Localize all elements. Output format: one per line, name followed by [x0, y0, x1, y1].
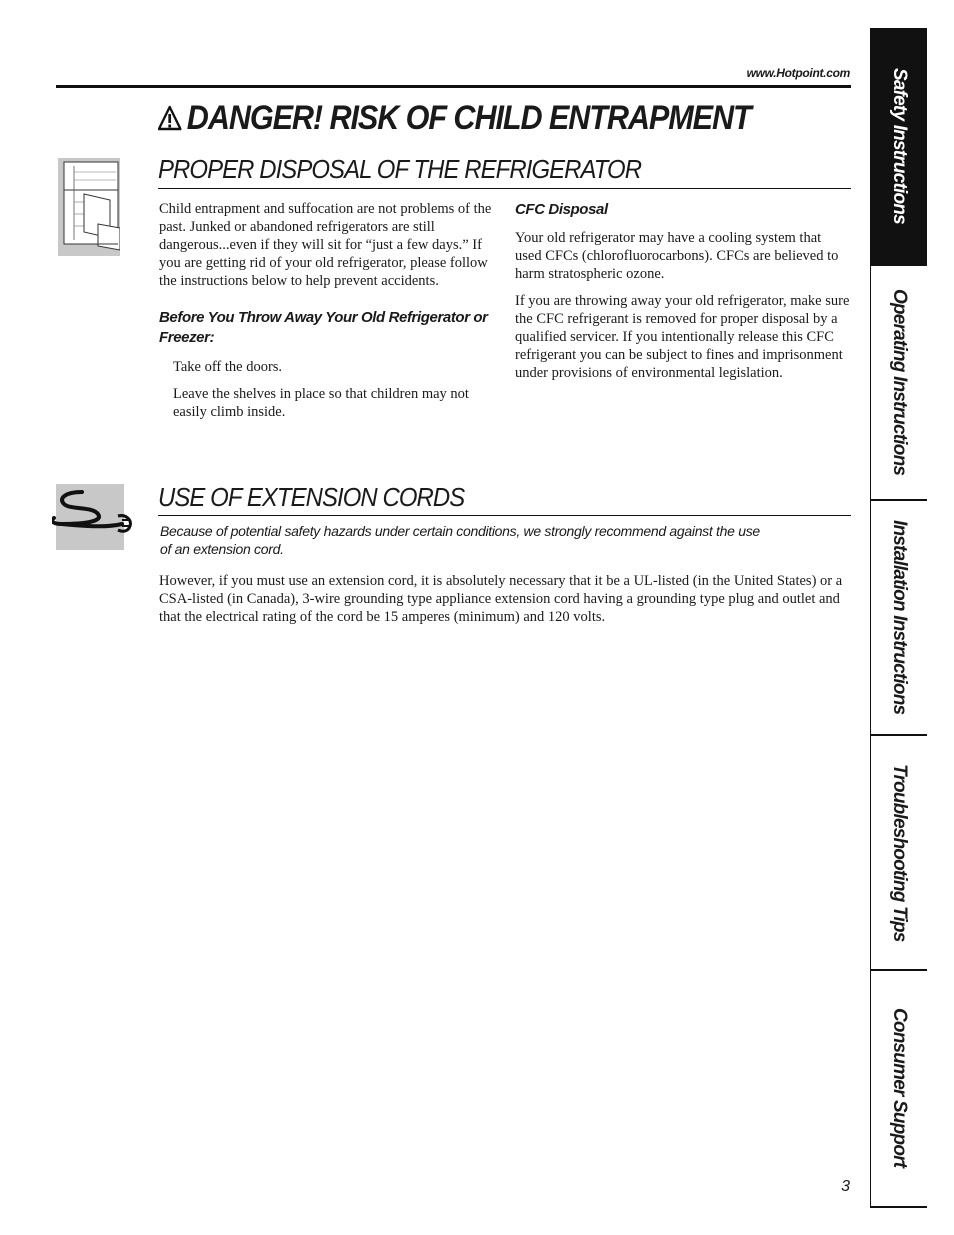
- extension-body: However, if you must use an extension cord, it is absolutely necessary that it be a UL-listed (in the United States) or a CSA-listed (in Canada), 3-wire grounding type appliance extension cord having a grounding type plug and outlet and that the electrical rating of the cord be 15 amperes (minimum) and 120 volts.: [159, 573, 843, 625]
- tab-label: Operating Instructions: [889, 289, 910, 476]
- disposal-intro: Child entrapment and suffocation are not problems of the past. Junked or abandoned refrigerators are still dangerous...even if they will sit for “just a few days.” If you are getting rid of your old refrigerator, please follow the instructions below to help prevent accidents.: [159, 201, 492, 289]
- before-throw-away-heading: Before You Throw Away Your Old Refrigerator or Freezer:: [159, 309, 488, 346]
- website-url: www.Hotpoint.com: [746, 66, 850, 80]
- disposal-title: PROPER DISPOSAL OF THE REFRIGERATOR: [158, 154, 642, 184]
- tab-label: Safety Instructions: [889, 68, 910, 224]
- step-item: Leave the shelves in place so that children may not easily climb inside.: [173, 386, 469, 420]
- tab-label: Installation Instructions: [889, 520, 910, 715]
- extension-title: USE OF EXTENSION CORDS: [158, 482, 465, 512]
- tab-consumer-support[interactable]: [871, 971, 927, 1204]
- cfc-paragraph: If you are throwing away your old refrigerator, make sure the CFC refrigerant is removed for proper disposal by a qualified servicer. If you intentionally release this CFC refrigerant you can be subject to fines and imprisonment under provisions of environmental legislation.: [515, 293, 850, 381]
- cfc-heading: CFC Disposal: [515, 201, 608, 218]
- page-number: 3: [841, 1178, 850, 1195]
- step-item: Take off the doors.: [173, 359, 283, 375]
- disposal-rule: [158, 188, 851, 189]
- tab-label: Troubleshooting Tips: [889, 763, 910, 942]
- disposal-left-column: [159, 200, 497, 421]
- tab-label: Consumer Support: [889, 1007, 910, 1168]
- tab-safety-instructions[interactable]: [871, 28, 927, 266]
- danger-heading: [158, 98, 779, 138]
- cfc-paragraph: Your old refrigerator may have a cooling system that used CFCs (chlorofluorocarbons). CFCs are believed to harm stratospheric ozone.: [515, 230, 839, 282]
- warning-triangle-icon: [158, 105, 181, 131]
- tab-installation-instructions[interactable]: [871, 501, 927, 736]
- extension-warning: Because of potential safety hazards under certain conditions, we strongly recommend against the use of an extension cord.: [160, 523, 760, 557]
- tab-troubleshooting-tips[interactable]: [871, 736, 927, 971]
- disposal-right-column: [515, 200, 851, 382]
- extension-rule: [158, 515, 851, 516]
- tab-operating-instructions[interactable]: [871, 266, 927, 501]
- header-rule: [56, 85, 851, 88]
- section-tabs: [870, 28, 927, 1208]
- refrigerator-icon: [58, 158, 120, 256]
- danger-heading-text: DANGER! RISK OF CHILD ENTRAPMENT: [186, 99, 751, 137]
- extension-cord-icon: [52, 484, 134, 550]
